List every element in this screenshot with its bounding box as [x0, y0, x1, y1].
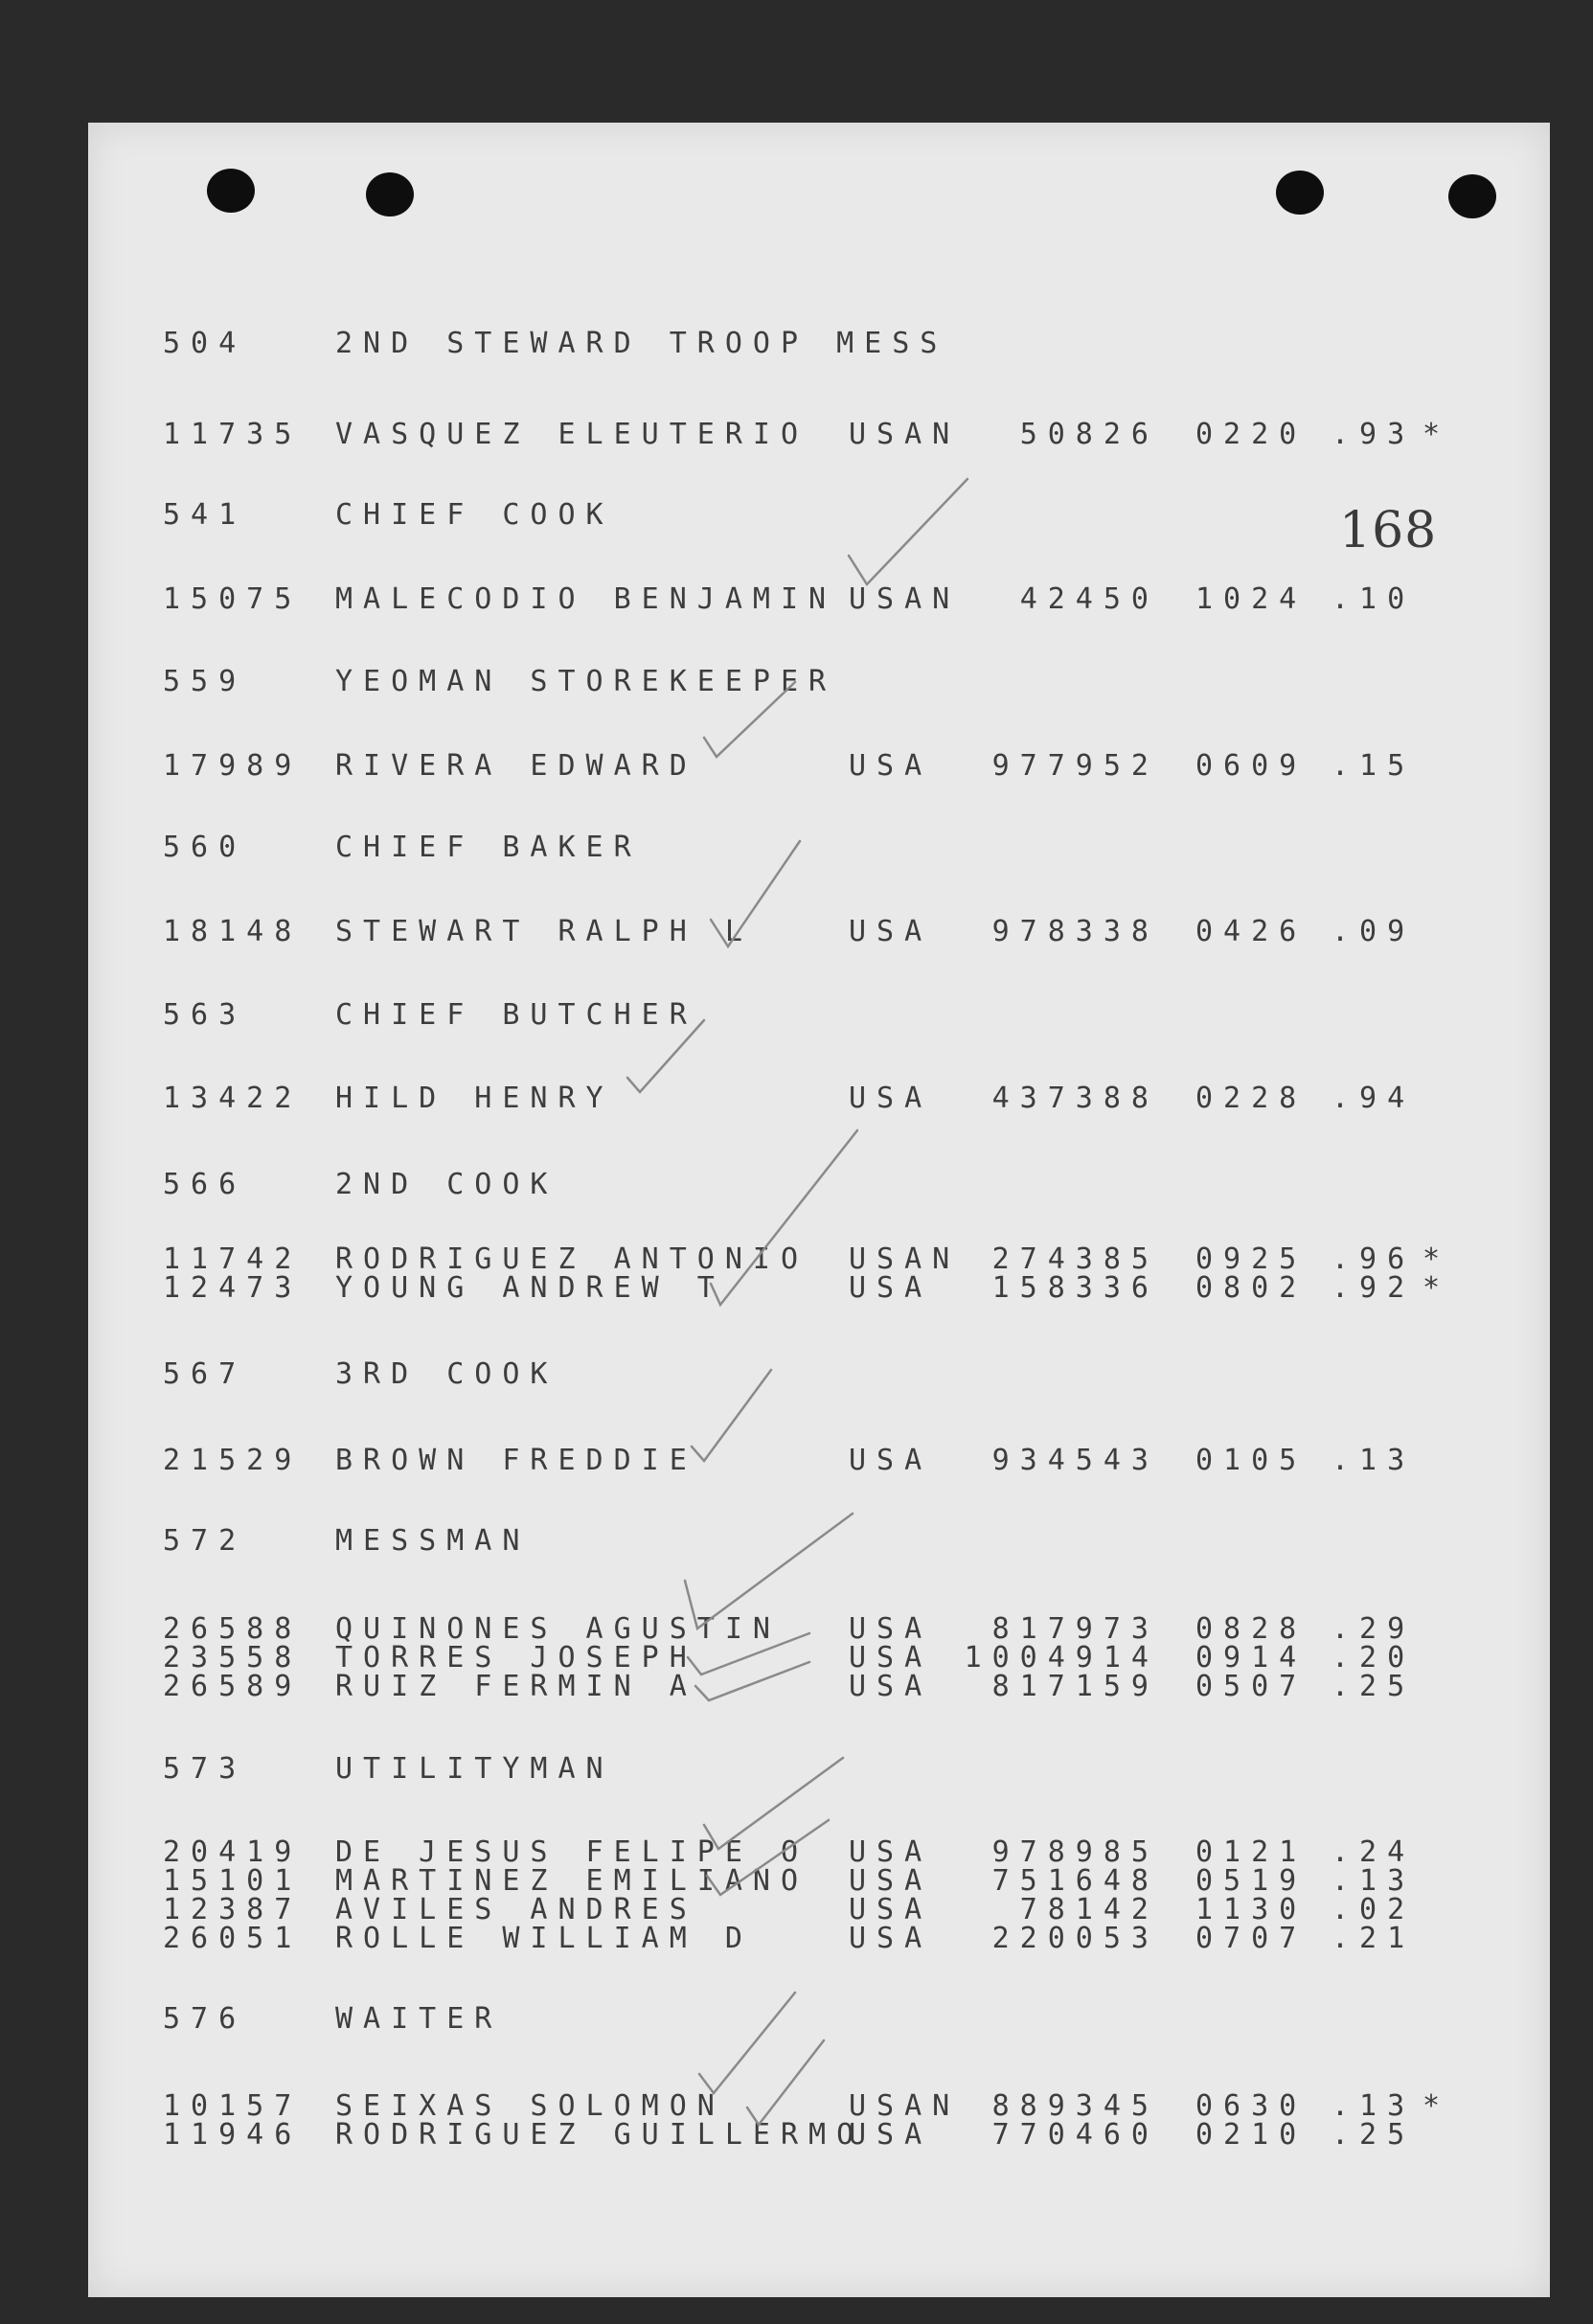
- flag-mark: *: [1422, 1242, 1451, 1276]
- citizenship: USAN: [849, 2089, 961, 2123]
- crew-id: 26588: [163, 1612, 303, 1646]
- citizenship: USA: [849, 1835, 933, 1869]
- citizenship: USA: [849, 749, 933, 783]
- rate-value: .15: [1331, 749, 1416, 783]
- flag-mark: *: [1422, 1271, 1451, 1305]
- crew-name: RUIZ FERMIN A: [335, 1670, 697, 1703]
- document-number: 817159: [991, 1670, 1159, 1703]
- crew-id: 11946: [163, 2118, 303, 2152]
- crew-name: HILD HENRY: [335, 1082, 614, 1115]
- crew-name: RIVERA EDWARD: [335, 749, 697, 783]
- date-code: 0707: [1195, 1922, 1308, 1955]
- document-number: 751648: [991, 1864, 1159, 1898]
- crew-id: 11735: [163, 418, 303, 451]
- citizenship: USA: [849, 1864, 933, 1898]
- rate-value: .20: [1331, 1641, 1416, 1675]
- document-number: 978985: [991, 1835, 1159, 1869]
- crew-id: 11742: [163, 1242, 303, 1276]
- date-code: 0914: [1195, 1641, 1308, 1675]
- check-mark-icon: [692, 1370, 771, 1461]
- citizenship: USA: [849, 1612, 933, 1646]
- page-number: 168: [1339, 502, 1438, 559]
- date-code: 0925: [1195, 1242, 1308, 1276]
- citizenship: USA: [849, 1271, 933, 1305]
- check-mark-icon: [685, 1514, 853, 1629]
- citizenship: USAN: [849, 418, 961, 451]
- citizenship: USA: [849, 915, 933, 948]
- rating-code: 572: [163, 1524, 247, 1558]
- rate-value: .93: [1331, 418, 1416, 451]
- document-number: 42450: [1019, 582, 1159, 616]
- rating-title: 2ND COOK: [335, 1168, 558, 1201]
- date-code: 0220: [1195, 418, 1308, 451]
- rating-code: 559: [163, 665, 247, 698]
- crew-name: STEWART RALPH L: [335, 915, 753, 948]
- document-number: 770460: [991, 2118, 1159, 2152]
- check-mark-icon: [627, 1020, 704, 1092]
- document-number: 437388: [991, 1082, 1159, 1115]
- document-number: 934543: [991, 1444, 1159, 1477]
- date-code: 0228: [1195, 1082, 1308, 1115]
- crew-id: 10157: [163, 2089, 303, 2123]
- rate-value: .25: [1331, 2118, 1416, 2152]
- rate-value: .94: [1331, 1082, 1416, 1115]
- rate-value: .24: [1331, 1835, 1416, 1869]
- document-number: 158336: [991, 1271, 1159, 1305]
- citizenship: USAN: [849, 582, 961, 616]
- date-code: 0609: [1195, 749, 1308, 783]
- crew-id: 12387: [163, 1893, 303, 1926]
- rate-value: .21: [1331, 1922, 1416, 1955]
- crew-name: MALECODIO BENJAMIN: [335, 582, 837, 616]
- rating-title: YEOMAN STOREKEEPER: [335, 665, 837, 698]
- check-mark-icon: [707, 1820, 829, 1895]
- crew-id: 20419: [163, 1835, 303, 1869]
- rate-value: .29: [1331, 1612, 1416, 1646]
- citizenship: USA: [849, 1641, 933, 1675]
- rating-title: 3RD COOK: [335, 1357, 558, 1391]
- crew-name: ROLLE WILLIAM D: [335, 1922, 753, 1955]
- date-code: 1130: [1195, 1893, 1308, 1926]
- date-code: 0828: [1195, 1612, 1308, 1646]
- check-mark-icon: [711, 1130, 857, 1305]
- rating-code: 560: [163, 831, 247, 864]
- crew-name: BROWN FREDDIE: [335, 1444, 697, 1477]
- flag-mark: *: [1422, 418, 1451, 451]
- crew-id: 21529: [163, 1444, 303, 1477]
- date-code: 1024: [1195, 582, 1308, 616]
- check-mark-icon: [695, 1662, 809, 1700]
- document-number: 274385: [991, 1242, 1159, 1276]
- date-code: 0630: [1195, 2089, 1308, 2123]
- date-code: 0507: [1195, 1670, 1308, 1703]
- rate-value: .13: [1331, 1864, 1416, 1898]
- crew-name: RODRIGUEZ ANTONIO: [335, 1242, 809, 1276]
- rating-title: CHIEF COOK: [335, 498, 614, 532]
- citizenship: USA: [849, 1082, 933, 1115]
- crew-id: 12473: [163, 1271, 303, 1305]
- rating-title: MESSMAN: [335, 1524, 531, 1558]
- citizenship: USA: [849, 1670, 933, 1703]
- rating-code: 576: [163, 2002, 247, 2036]
- check-mark-icon: [849, 479, 967, 584]
- crew-name: VASQUEZ ELEUTERIO: [335, 418, 809, 451]
- date-code: 0426: [1195, 915, 1308, 948]
- document-number: 978338: [991, 915, 1159, 948]
- rate-value: .25: [1331, 1670, 1416, 1703]
- crew-name: SEIXAS SOLOMON: [335, 2089, 725, 2123]
- rate-value: .92: [1331, 1271, 1416, 1305]
- citizenship: USA: [849, 1922, 933, 1955]
- rate-value: .09: [1331, 915, 1416, 948]
- rate-value: .13: [1331, 1444, 1416, 1477]
- crew-name: QUINONES AGUSTIN: [335, 1612, 781, 1646]
- document-number: 889345: [991, 2089, 1159, 2123]
- rating-title: CHIEF BAKER: [335, 831, 642, 864]
- rating-code: 573: [163, 1752, 247, 1786]
- rating-code: 563: [163, 998, 247, 1032]
- date-code: 0105: [1195, 1444, 1308, 1477]
- date-code: 0210: [1195, 2118, 1308, 2152]
- document-number: 977952: [991, 749, 1159, 783]
- rating-code: 567: [163, 1357, 247, 1391]
- check-mark-icon: [747, 2040, 824, 2125]
- rate-value: .10: [1331, 582, 1416, 616]
- check-mark-icon: [704, 1758, 843, 1849]
- crew-id: 13422: [163, 1082, 303, 1115]
- rating-title: UTILITYMAN: [335, 1752, 614, 1786]
- crew-id: 23558: [163, 1641, 303, 1675]
- crew-name: MARTINEZ EMILIANO: [335, 1864, 809, 1898]
- document-number: 1004914: [964, 1641, 1159, 1675]
- crew-id: 18148: [163, 915, 303, 948]
- check-mark-icon: [704, 682, 795, 757]
- citizenship: USA: [849, 2118, 933, 2152]
- crew-id: 17989: [163, 749, 303, 783]
- flag-mark: *: [1422, 2089, 1451, 2123]
- citizenship: USA: [849, 1444, 933, 1477]
- crew-id: 15075: [163, 582, 303, 616]
- rate-value: .96: [1331, 1242, 1416, 1276]
- crew-name: DE JESUS FELIPE O: [335, 1835, 809, 1869]
- date-code: 0121: [1195, 1835, 1308, 1869]
- crew-id: 26051: [163, 1922, 303, 1955]
- check-mark-icon: [711, 841, 800, 946]
- rating-title: CHIEF BUTCHER: [335, 998, 697, 1032]
- citizenship: USAN: [849, 1242, 961, 1276]
- rating-code: 566: [163, 1168, 247, 1201]
- rating-title: WAITER: [335, 2002, 503, 2036]
- crew-name: RODRIGUEZ GUILLERMO: [335, 2118, 865, 2152]
- rating-title: 2ND STEWARD TROOP MESS: [335, 327, 948, 360]
- document-number: 50826: [1019, 418, 1159, 451]
- crew-id: 26589: [163, 1670, 303, 1703]
- rating-code: 504: [163, 327, 247, 360]
- check-mark-icon: [699, 1993, 795, 2093]
- document-number: 817973: [991, 1612, 1159, 1646]
- rating-code: 541: [163, 498, 247, 532]
- date-code: 0519: [1195, 1864, 1308, 1898]
- rate-value: .02: [1331, 1893, 1416, 1926]
- document-number: 220053: [991, 1922, 1159, 1955]
- date-code: 0802: [1195, 1271, 1308, 1305]
- crew-name: AVILES ANDRES: [335, 1893, 697, 1926]
- rate-value: .13: [1331, 2089, 1416, 2123]
- crew-id: 15101: [163, 1864, 303, 1898]
- crew-name: YOUNG ANDREW T: [335, 1271, 725, 1305]
- crew-name: TORRES JOSEPH: [335, 1641, 697, 1675]
- citizenship: USA: [849, 1893, 933, 1926]
- document-number: 78142: [1019, 1893, 1159, 1926]
